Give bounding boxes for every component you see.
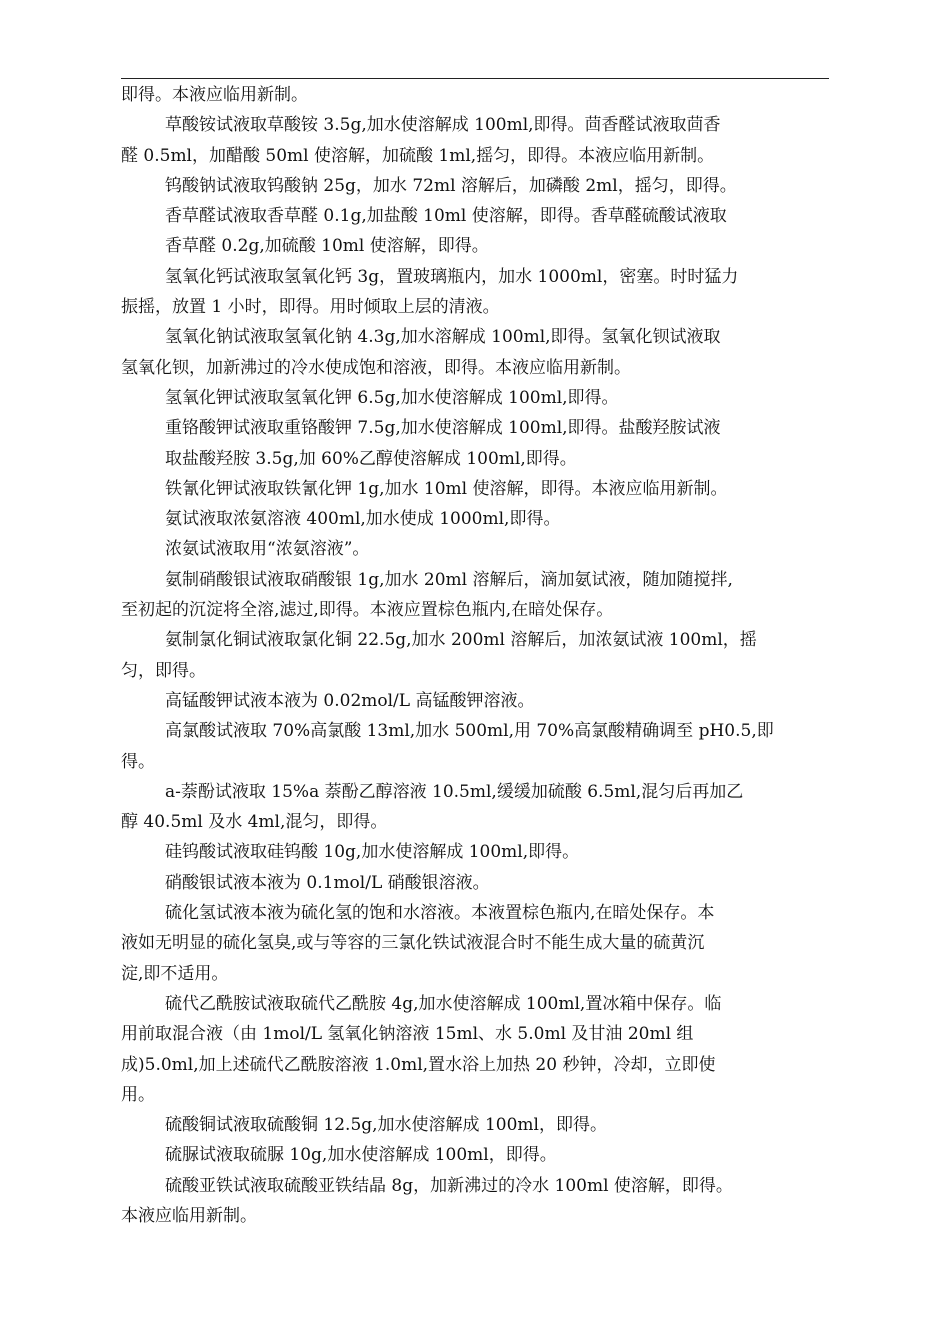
text-line: 高氯酸试液取 70%高氯酸 13ml,加水 500ml,用 70%高氯酸精确调至 pH0.5,即 (165, 721, 774, 742)
text-line: 氢氧化钙试液取氢氧化钙 3g，置玻璃瓶内，加水 1000ml，密塞。时时猛力 (165, 266, 739, 287)
text-line: 铁氰化钾试液取铁氰化钾 1g,加水 10ml 使溶解，即得。本液应临用新制。 (165, 478, 728, 499)
text-line: 本液应临用新制。 (121, 1205, 257, 1226)
text-line: 浓氨试液取用“浓氨溶液”。 (165, 539, 370, 560)
text-line: 用。 (121, 1084, 155, 1105)
text-line: 匀，即得。 (121, 660, 206, 681)
text-line: 硝酸银试液本液为 0.1mol/L 硝酸银溶液。 (165, 872, 490, 893)
text-line: 氢氧化钾试液取氢氧化钾 6.5g,加水使溶解成 100ml,即得。 (165, 387, 619, 408)
text-line: 氢氧化钡，加新沸过的冷水使成饱和溶液，即得。本液应临用新制。 (121, 357, 631, 378)
text-line: 硫酸亚铁试液取硫酸亚铁结晶 8g，加新沸过的冷水 100ml 使溶解，即得。 (165, 1175, 733, 1196)
text-line: 氨试液取浓氨溶液 400ml,加水使成 1000ml,即得。 (165, 509, 561, 530)
text-line: 硫酸铜试液取硫酸铜 12.5g,加水使溶解成 100ml，即得。 (165, 1115, 607, 1136)
text-line: 液如无明显的硫化氢臭,或与等容的三氯化铁试液混合时不能生成大量的硫黄沉 (121, 933, 705, 954)
text-line: 振摇，放置 1 小时，即得。用时倾取上层的清液。 (121, 297, 500, 318)
text-line: 硫代乙酰胺试液取硫代乙酰胺 4g,加水使溶解成 100ml,置冰箱中保存。临 (165, 993, 722, 1014)
text-line: 香草醛试液取香草醛 0.1g,加盐酸 10ml 使溶解，即得。香草醛硫酸试液取 (165, 206, 727, 227)
text-line: 香草醛 0.2g,加硫酸 10ml 使溶解，即得。 (165, 236, 489, 257)
text-line: 醇 40.5ml 及水 4ml,混匀，即得。 (121, 812, 388, 833)
text-line: 取盐酸羟胺 3.5g,加 60%乙醇使溶解成 100ml,即得。 (165, 448, 577, 469)
header-rule (121, 78, 829, 79)
text-line: 即得。本液应临用新制。 (121, 85, 308, 105)
text-line: 高锰酸钾试液本液为 0.02mol/L 高锰酸钾溶液。 (165, 690, 535, 711)
text-line: 氨制硝酸银试液取硝酸银 1g,加水 20ml 溶解后，滴加氨试液，随加随搅拌, (165, 569, 733, 590)
text-line: 氨制氯化铜试液取氯化铜 22.5g,加水 200ml 溶解后，加浓氨试液 100ml，摇 (165, 630, 757, 651)
text-line: a-萘酚试液取 15%a 萘酚乙醇溶液 10.5ml,缓缓加硫酸 6.5ml,混匀后再加乙 (165, 781, 744, 802)
text-line: 钨酸钠试液取钨酸钠 25g，加水 72ml 溶解后，加磷酸 2ml，摇匀，即得。 (165, 175, 737, 196)
text-line: 用前取混合液（由 1mol/L 氢氧化钠溶液 15ml、水 5.0ml 及甘油 20ml 组 (121, 1024, 694, 1045)
text-line: 醛 0.5ml，加醋酸 50ml 使溶解，加硫酸 1ml,摇匀，即得。本液应临用新制。 (121, 145, 715, 166)
text-line: 硫化氢试液本液为硫化氢的饱和水溶液。本液置棕色瓶内,在暗处保存。本 (165, 903, 715, 924)
text-line: 硅钨酸试液取硅钨酸 10g,加水使溶解成 100ml,即得。 (165, 842, 580, 863)
text-line: 淀,即不适用。 (121, 963, 229, 984)
text-line: 重铬酸钾试液取重铬酸钾 7.5g,加水使溶解成 100ml,即得。盐酸羟胺试液 (165, 418, 721, 439)
text-line: 成)5.0ml,加上述硫代乙酰胺溶液 1.0ml,置水浴上加热 20 秒钟，冷却，立即使 (121, 1054, 716, 1075)
text-line: 草酸铵试液取草酸铵 3.5g,加水使溶解成 100ml,即得。茴香醛试液取茴香 (165, 115, 721, 136)
text-line: 氢氧化钠试液取氢氧化钠 4.3g,加水溶解成 100ml,即得。氢氧化钡试液取 (165, 327, 721, 348)
text-line: 至初起的沉淀将全溶,滤过,即得。本液应置棕色瓶内,在暗处保存。 (121, 600, 614, 621)
document-body (121, 80, 831, 1231)
text-line: 硫脲试液取硫脲 10g,加水使溶解成 100ml，即得。 (165, 1145, 557, 1166)
text-line: 得。 (121, 751, 155, 772)
